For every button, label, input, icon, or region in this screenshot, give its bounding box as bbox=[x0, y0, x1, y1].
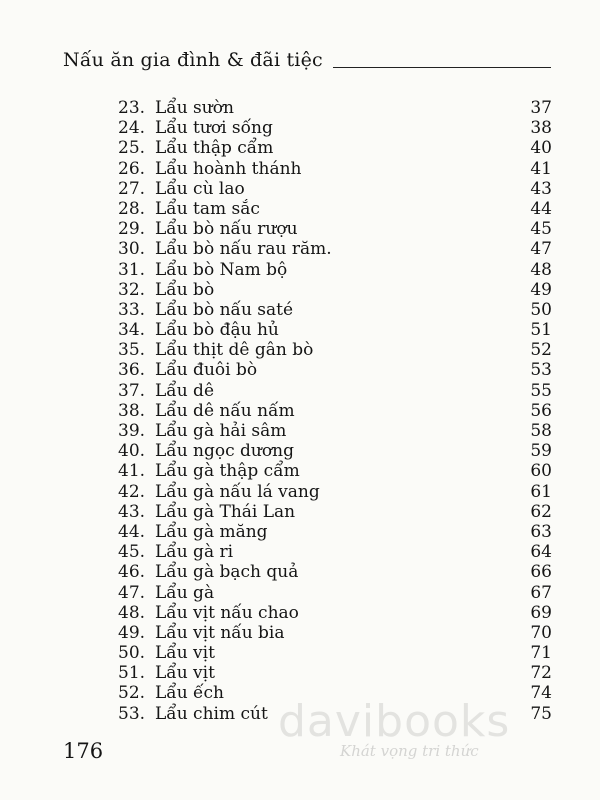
toc-entry-page: 38 bbox=[530, 118, 552, 139]
toc-entry-page: 55 bbox=[530, 380, 552, 401]
toc-entry-title: Lẩu vịt nấu bia bbox=[155, 622, 285, 643]
toc-entry-page: 52 bbox=[530, 340, 552, 361]
toc-entry-number: 41. bbox=[118, 461, 146, 482]
toc-entry-title: Lẩu gà hải sâm bbox=[155, 421, 287, 441]
toc-entry-number: 45. bbox=[118, 542, 146, 563]
toc-entry bbox=[118, 583, 552, 603]
toc-entry bbox=[118, 643, 552, 663]
toc-entry-title: Lẩu sườn bbox=[155, 98, 234, 118]
toc-entry-number: 53. bbox=[118, 703, 146, 724]
toc-entry-number: 49. bbox=[118, 622, 146, 643]
toc-entry-title: Lẩu cù lao bbox=[155, 178, 245, 199]
page-number: 176 bbox=[63, 739, 104, 763]
toc-entry-page: 53 bbox=[530, 360, 552, 381]
toc-entry-title: Lẩu chim cút bbox=[155, 703, 268, 724]
toc-entry-title: Lẩu ngọc dương bbox=[155, 441, 294, 462]
toc-entry bbox=[118, 542, 552, 562]
toc-entry bbox=[118, 179, 552, 199]
toc-entry-page: 49 bbox=[530, 279, 552, 300]
toc-entry-number: 27. bbox=[118, 178, 146, 199]
toc-entry-title: Lẩu thịt dê gân bò bbox=[155, 340, 314, 361]
toc-entry-number: 48. bbox=[118, 602, 146, 623]
toc-entry-page: 72 bbox=[530, 663, 552, 684]
toc-entry-number: 37. bbox=[118, 380, 146, 401]
toc-entry-title: Lẩu gà nấu lá vang bbox=[155, 481, 320, 502]
toc-entry-page: 45 bbox=[530, 219, 552, 240]
toc-entry bbox=[118, 300, 552, 320]
toc-entry-number: 42. bbox=[118, 481, 146, 502]
toc-entry-number: 28. bbox=[118, 198, 146, 219]
toc-entry bbox=[118, 280, 552, 300]
toc-entry-number: 30. bbox=[118, 239, 146, 260]
toc-entry-page: 43 bbox=[530, 178, 552, 199]
toc-entry bbox=[118, 239, 552, 259]
toc-entry bbox=[118, 603, 552, 623]
toc-entry-title: Lẩu bò nấu saté bbox=[155, 299, 294, 320]
toc-entry-title: Lẩu bò nấu rượu bbox=[155, 219, 298, 240]
toc-entry-title: Lẩu tam sắc bbox=[155, 198, 260, 219]
toc-entry-number: 36. bbox=[118, 360, 146, 381]
toc-entry-number: 47. bbox=[118, 582, 146, 603]
toc-entry-page: 61 bbox=[530, 481, 552, 502]
toc-entry-title: Lẩu vịt nấu chao bbox=[155, 602, 299, 623]
toc-entry-page: 71 bbox=[530, 643, 552, 664]
toc-entry bbox=[118, 320, 552, 340]
toc-entry bbox=[118, 623, 552, 643]
toc-entry-title: Lẩu hoành thánh bbox=[155, 158, 302, 179]
toc-entry bbox=[118, 340, 552, 360]
toc-entry bbox=[118, 461, 552, 481]
toc-entry-title: Lẩu gà thập cẩm bbox=[155, 461, 300, 482]
toc-entry-page: 64 bbox=[530, 542, 552, 563]
toc-entry-title: Lẩu gà bbox=[155, 582, 215, 603]
toc-entry-page: 47 bbox=[530, 239, 552, 260]
toc-entry-page: 70 bbox=[530, 622, 552, 643]
toc-entry bbox=[118, 138, 552, 158]
toc-entry bbox=[118, 98, 552, 118]
toc-entry-number: 24. bbox=[118, 118, 146, 139]
toc-entry-number: 33. bbox=[118, 299, 146, 320]
toc-entry-number: 35. bbox=[118, 340, 146, 361]
toc-entry-number: 50. bbox=[118, 643, 146, 664]
toc-entry-title: Lẩu thập cẩm bbox=[155, 138, 274, 159]
toc-entry-number: 43. bbox=[118, 501, 146, 522]
toc-entry-page: 50 bbox=[530, 299, 552, 320]
table-of-contents bbox=[118, 98, 552, 724]
toc-entry-page: 67 bbox=[530, 582, 552, 603]
toc-entry-number: 34. bbox=[118, 320, 146, 341]
toc-entry bbox=[118, 421, 552, 441]
toc-entry-number: 39. bbox=[118, 421, 146, 441]
toc-entry-number: 32. bbox=[118, 279, 146, 300]
toc-entry-number: 40. bbox=[118, 441, 146, 462]
toc-entry-title: Lẩu dê nấu nấm bbox=[155, 400, 295, 421]
toc-entry bbox=[118, 441, 552, 461]
toc-entry-page: 51 bbox=[530, 320, 552, 341]
toc-entry-number: 31. bbox=[118, 259, 146, 280]
toc-entry bbox=[118, 401, 552, 421]
toc-entry-title: Lẩu vịt bbox=[155, 643, 215, 664]
toc-entry-title: Lẩu đuôi bò bbox=[155, 360, 258, 381]
toc-entry-page: 37 bbox=[530, 98, 552, 118]
toc-entry-number: 44. bbox=[118, 521, 146, 542]
toc-entry bbox=[118, 360, 552, 380]
toc-entry-page: 75 bbox=[530, 703, 552, 724]
toc-entry-number: 29. bbox=[118, 219, 146, 240]
toc-entry-title: Lẩu gà bạch quả bbox=[155, 562, 299, 583]
toc-entry bbox=[118, 118, 552, 138]
toc-entry-page: 41 bbox=[530, 158, 552, 179]
toc-entry-page: 63 bbox=[530, 521, 552, 542]
toc-entry bbox=[118, 199, 552, 219]
running-header: Nấu ăn gia đình & đãi tiệc bbox=[63, 49, 323, 71]
toc-entry-page: 44 bbox=[530, 198, 552, 219]
toc-entry-number: 51. bbox=[118, 663, 146, 684]
toc-entry-page: 58 bbox=[530, 421, 552, 441]
toc-entry-page: 40 bbox=[530, 138, 552, 159]
toc-entry bbox=[118, 522, 552, 542]
toc-entry-page: 56 bbox=[530, 400, 552, 421]
toc-entry-page: 48 bbox=[530, 259, 552, 280]
toc-entry-number: 52. bbox=[118, 683, 146, 704]
toc-entry bbox=[118, 159, 552, 179]
toc-entry-title: Lẩu gà măng bbox=[155, 521, 268, 542]
toc-entry-number: 46. bbox=[118, 562, 146, 583]
toc-entry-title: Lẩu ếch bbox=[155, 683, 224, 704]
toc-entry bbox=[118, 381, 552, 401]
toc-entry-page: 74 bbox=[530, 683, 552, 704]
toc-entry-title: Lẩu bò đậu hủ bbox=[155, 320, 279, 341]
toc-entry-page: 60 bbox=[530, 461, 552, 482]
watermark-logo: davibooks bbox=[278, 696, 511, 747]
toc-entry-title: Lẩu dê bbox=[155, 380, 215, 401]
toc-entry-title: Lẩu tươi sống bbox=[155, 118, 273, 139]
toc-entry-page: 66 bbox=[530, 562, 552, 583]
toc-entry-title: Lẩu gà ri bbox=[155, 542, 234, 563]
toc-entry-page: 69 bbox=[530, 602, 552, 623]
toc-entry-page: 62 bbox=[530, 501, 552, 522]
toc-entry bbox=[118, 502, 552, 522]
toc-entry-number: 38. bbox=[118, 400, 146, 421]
toc-entry bbox=[118, 482, 552, 502]
toc-entry-title: Lẩu bò Nam bộ bbox=[155, 259, 288, 280]
toc-entry-page: 59 bbox=[530, 441, 552, 462]
toc-entry-number: 23. bbox=[118, 98, 146, 118]
toc-entry bbox=[118, 562, 552, 582]
toc-entry-title: Lẩu gà Thái Lan bbox=[155, 501, 296, 522]
toc-entry bbox=[118, 219, 552, 239]
toc-entry-title: Lẩu bò nấu rau răm. bbox=[155, 239, 332, 260]
toc-entry-number: 26. bbox=[118, 158, 146, 179]
toc-entry bbox=[118, 260, 552, 280]
toc-entry bbox=[118, 663, 552, 683]
toc-entry-number: 25. bbox=[118, 138, 146, 159]
toc-entry-title: Lẩu bò bbox=[155, 279, 215, 300]
toc-entry-title: Lẩu vịt bbox=[155, 663, 215, 684]
header-rule bbox=[333, 67, 551, 68]
watermark-tagline: Khát vọng tri thức bbox=[340, 742, 479, 760]
